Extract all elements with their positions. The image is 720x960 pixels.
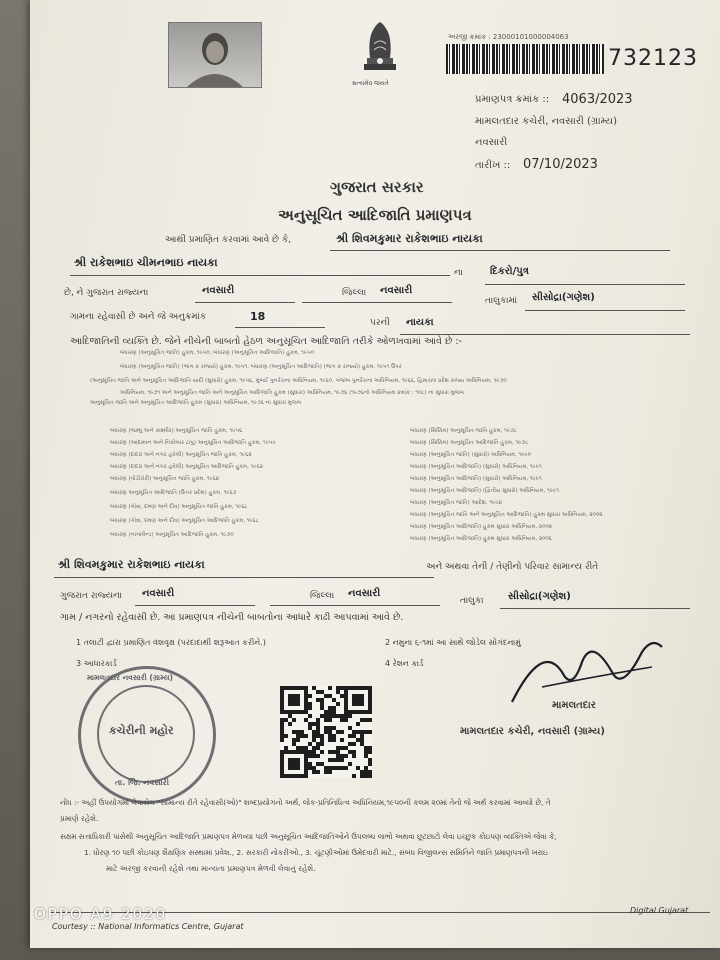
order-line: બંધારણ (અનુસૂચિત આદિજાતિ) હુકમ સુધારા અધિનિયમ, ૨૦૦૬ — [410, 536, 552, 542]
order-line: બંધારણ (સિક્કિમ) અનુસૂચિત આદિજાતિ હુકમ, ૧૯૭૮ — [410, 440, 529, 446]
basis-item-2: 2 નમુના ૬-૧માં આ સાથે જોડેલ સોગંદનામું — [385, 638, 521, 647]
order-line: બંધારણ (દાદરા અને નગર હવેલી) અનુસૂચિત જાતિ હુકમ, ૧૯૬૨ — [110, 452, 252, 458]
government-heading: ગુજરાત સરકાર — [330, 178, 424, 196]
emblem-caption: સત્યમેવ જયતે — [352, 80, 389, 87]
underline-village-2 — [135, 605, 255, 606]
certificate-title: અનુસૂચિત આદિજાતિ પ્રમાણપત્ર — [278, 206, 472, 224]
order-line: બંધારણ (દાદરા અને નગર હવેલી) અનુસૂચિત આદિજાતિ હુકમ, ૧૯૬૨ — [110, 464, 263, 470]
issuer-line2: નવસારી — [475, 137, 508, 148]
footer-right: Digital Gujarat — [630, 906, 689, 915]
order-line: બંધારણ (પોંડીચેરી) અનુસૂચિત જાતિ હુકમ, ૧૯૬૪ — [110, 476, 220, 482]
order-line: બંધારણ (અનુસૂચિત જાતિ) હુકમ, ૧૯૫૦, બંધારણ (અનુસૂચિત આદિજાતિ) હુકમ, ૧૯૫૦ — [120, 350, 315, 356]
state-prefix-2: ગુજરાત રાજ્યના — [60, 591, 123, 601]
order-line: (અનુસૂચિત જાતિ અને અનુસૂચિત આદિજાતિ યાદી (સુધારો) હુકમ, ૧૯૫૬, મુંબઈ પુનર્રચના અધિનિયમ, ૧૯૬૦, પંજાબ પુનર્રચના અધિનિયમ, ૧૯૬૬, હિમાચલ પ્રદેશ રાજ્ય અધિનિયમ, ૧૯૭૦ — [90, 378, 507, 384]
barcode — [446, 44, 604, 74]
resident-text: ગામના રહેવાસી છે અને જે અનુક્રમાંક — [70, 312, 207, 322]
underline-serial — [235, 327, 325, 328]
village-2: નવસારી — [142, 588, 175, 599]
district-label: જિલ્લા — [342, 288, 367, 298]
lion-capital-icon — [350, 14, 410, 78]
order-line: બંધારણ અનુસૂચિત આદિજાતિ (ઉત્તર પ્રદેશ) હુકમ, ૧૯૬૭ — [110, 490, 237, 496]
applicant-photo — [168, 22, 262, 88]
order-line: બંધારણ (ગોવા, દમણ અને દીવ) અનુસૂચિત આદિજાતિ હુકમ, ૧૯૬૮ — [110, 518, 259, 524]
holder-name: શ્રી શિવમકુમાર રાકેશભાઇ નાયકા — [336, 232, 483, 245]
order-line: અધિનિયમ, ૧૯૭૧ અને અનુસૂચિત જાતિ અને અનુસૂચિત આદિજાતિ હુકમ (સુધારા) અધિનિયમ, ૧૯૭૬ (૧૯૭૬નો અધિનિયમ ક્રમાંક : ૧૦૮) ના સુધારા મુજબ — [120, 390, 465, 396]
district: નવસારી — [380, 285, 413, 296]
certificate-no-label: પ્રમાણપત્ર ક્રમાંક :: — [475, 94, 550, 105]
person-icon — [169, 23, 261, 87]
order-line: બંધારણ (અનુસૂચિત જાતિ) આદેશ, ૧૯૯૪ — [410, 500, 502, 506]
underline-district-2 — [270, 605, 440, 606]
underline-holder — [330, 250, 670, 251]
order-line: બંધારણ (અનુસૂચિત જાતિ) (સુધારો) અધિનિયમ, ૧૯૯૦ — [410, 452, 532, 458]
tribe-statement: આદિજાતિની વ્યક્તિ છે. જેને નીચેની બાબતો હેઠળ અનુસૂચિત આદિજાતિ તરીકે ઓળખવામાં આવે છે :- — [70, 336, 462, 347]
office-seal — [78, 666, 216, 804]
underline-father — [70, 275, 450, 276]
signature-office: મામલતદાર કચેરી, નવસારી (ગ્રામ્ય) — [460, 726, 605, 737]
intro-text: આથી પ્રમાણિત કરવામાં આવે છે કે, — [165, 235, 292, 245]
village: નવસારી — [202, 285, 235, 296]
underline-taluka-2 — [500, 608, 690, 609]
order-line: બંધારણ (અનુસૂચિત જાતિ અને અનુસૂચિત આદિજાતિ) હુકમ સુધારા અધિનિયમ, ૨૦૦૨ — [410, 512, 603, 518]
underline-district — [302, 302, 452, 303]
basis-item-4: 4 રેશન કાર્ડ — [385, 659, 424, 668]
na-label: ના — [454, 268, 463, 278]
underline-tribe — [400, 334, 690, 335]
underline-taluka — [525, 310, 685, 311]
camera-watermark: OPPO A9 2020 — [34, 905, 168, 923]
issuer-line1: મામલતદાર કચેરી, નવસારી (ગ્રામ્ય) — [475, 116, 618, 127]
order-line: બંધારણ (અનુસૂચિત જાતિ) (ભાગ ક રાજ્યો) હુકમ, ૧૯૫૧, બંધારણ (અનુસૂચિત આદિજાતિ) (ભાગ ક રાજ્યો) હુકમ, ૧૯૫૧ ઉપર — [120, 364, 402, 370]
seal-bottom-text: તા. જિ. નવસારી — [115, 778, 170, 787]
handwritten-ref: 732123 — [608, 46, 698, 71]
district-2: નવસારી — [348, 588, 381, 599]
underline-village — [195, 302, 295, 303]
relation: દિકરો/પુત્ર — [490, 266, 529, 277]
father-name: શ્રી રાકેશભાઇ ચીમનભાઇ નાયકા — [74, 256, 218, 269]
national-emblem — [350, 14, 410, 88]
order-line: બંધારણ (અનુસૂચિત આદિજાતિ) હુકમ સુધારા અધિનિયમ, ૨૦૦૨ — [410, 524, 553, 530]
note-line-1: નોંધ :- અહીં ઉપયોગમાં લેવાયેલ "સામાન્ય રીતે રહેવાસી(ઓ)" શબ્દપ્રયોગનો અર્થ, લોક-પ્રતિનિધિત્વ અધિનિયમ,૧૯૫૦ની કલમ ૨૦માં તેનો જે અર્થ કરવામાં આવ્યો છે, તે — [60, 798, 551, 807]
order-line: અનુસૂચિત જાતિ અને અનુસૂચિત આદિજાતિ હુકમ (સુધારા) અધિનિયમ, ૧૯૭૬ ના સુધારા મુજબ — [90, 400, 302, 406]
certificate-paper — [30, 0, 720, 948]
taluka-label-2: તાલુકા — [460, 596, 484, 606]
issue-date: 07/10/2023 — [523, 157, 598, 172]
signature-title: મામલતદાર — [552, 700, 596, 711]
barcode-caption: અરજી ક્રમાંક : 23000101000004063 — [448, 33, 569, 41]
underline-holder-2 — [54, 577, 434, 578]
seal-ring-text: મામલતદાર નવસારી (ગ્રામ્ય) — [87, 673, 173, 682]
parni-label: પરની — [370, 318, 390, 328]
order-line: બંધારણ (ગોવા, દમણ અને દીવ) અનુસૂચિત જાતિ હુકમ, ૧૯૬૮ — [110, 504, 248, 510]
order-line: બંધારણ (અનુસૂચિત આદિજાતિ) (સુધારો) અધિનિયમ, ૧૯૯૧ — [410, 464, 542, 470]
order-line: બંધારણ (આંદામાન અને નિકોબાર ટાપુ) અનુસૂચિત આદિજાતિ હુકમ, ૧૯૫૯ — [110, 440, 276, 446]
basis-text: ગામ / નગરનો રહેવાસી છે. આ પ્રમાણપત્ર નીચેની બાબતોના આધારે કાઢી આપવામાં આવે છે. — [60, 612, 404, 623]
order-line: બંધારણ (સિક્કિમ) અનુસૂચિત જાતિ હુકમ, ૧૯૭૮ — [410, 428, 517, 434]
order-line: બંધારણ (નાગાલેન્ડ) અનુસૂચિત આદિજાતિ હુકમ, ૧૯૭૦ — [110, 532, 234, 538]
serial-no: 18 — [250, 310, 266, 323]
underline-relation — [485, 284, 685, 285]
para-line-3: માટે અરજી કરવાની રહેશે તથા માન્યતા પ્રમાણપત્ર મેળવી લેવાનું રહેશે. — [106, 864, 316, 873]
order-line: બંધારણ (અનુસૂચિત આદિજાતિ) (સુધારો) અધિનિયમ, ૧૯૯૧ — [410, 476, 542, 482]
basis-item-1: 1 તલાટી દ્વારા પ્રમાણિત વંશવૃક્ષ (પરદાદાથી શરૂઆત કરીને.) — [76, 638, 266, 647]
date-label: તારીખ :: — [475, 160, 511, 171]
state-prefix: છે, ને ગુજરાત રાજ્યના — [64, 288, 149, 298]
holder-name-2: શ્રી શિવમકુમાર રાકેશભાઇ નાયકા — [58, 558, 205, 571]
taluka-2: સીસોદ્રા(ગણેશ) — [508, 591, 571, 602]
taluka: સીસોદ્રા(ગણેશ) — [532, 292, 595, 303]
tribe: નાયકા — [406, 317, 434, 328]
seal-center-text: કચેરીની મહોર — [109, 724, 174, 737]
para-line-1: સક્ષમ સત્તાધિકારી પાસેથી અનુસૂચિત આદિજાતિ પ્રમાણપત્ર મેળવ્યા પછી અનુસૂચિત આદિજાતિઓને ઉપલબ્ધ લાભો અથવા છૂટછાટો લેવા ઇચ્છુક કોઇપણ વ્યક્તિએ જેવા કે, — [60, 832, 557, 841]
footer-left: Courtesy :: National Informatics Centre, Gujarat — [52, 922, 244, 931]
district-label-2: જિલ્લા — [310, 591, 335, 601]
note-line-2: પ્રમાણે રહેશે. — [60, 814, 99, 823]
para-line-2: 1. ધોરણ ૧૦ પછી કોઇપણ શૈક્ષણિક સંસ્થામાં પ્રવેશ., 2. સરકારી નોકરીઓ., 3. ચૂંટણીઓમાં ઉમેદવારી માટે., સંબંધ વિજીલન્સ સમિતિને જાતિ પ્રમાણપત્રની ખરાઇ — [84, 848, 548, 857]
order-line: બંધારણ (અનુસૂચિત આદિજાતિ) (દ્વિતીય સુધારો) અધિનિયમ, ૧૯૯૧ — [410, 488, 559, 494]
qr-code — [280, 686, 372, 778]
family-text: અને અથવા તેની / તેણીનો પરિવાર સામાન્ય રીતે — [426, 562, 599, 572]
certificate-no: 4063/2023 — [562, 92, 633, 107]
taluka-label: તાલુકામાં — [485, 296, 518, 306]
order-line: બંધારણ (જમ્મુ અને કાશ્મીર) અનુસૂચિત જાતિ હુકમ, ૧૯૫૬ — [110, 428, 243, 434]
basis-item-3: 3 આધારકાર્ડ — [76, 659, 117, 668]
